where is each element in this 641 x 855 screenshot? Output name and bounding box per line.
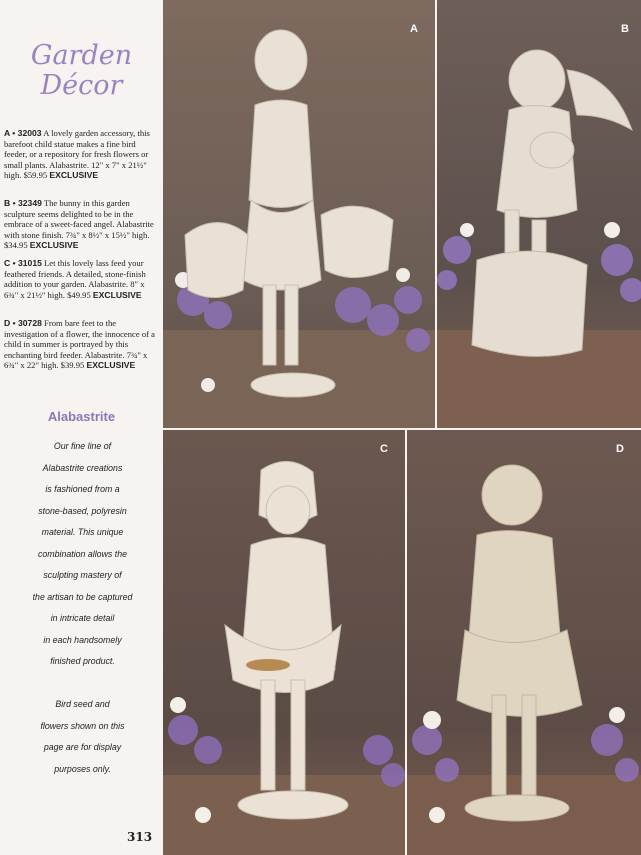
- product-b: [4, 198, 156, 251]
- heading-decor: Décor: [40, 70, 123, 101]
- product-desc: Let this lovely lass feed your feathered friends. A detailed, stone-finish addition to your garden. Alabastrite. 8" x 6¾" x 21½" high. $49.95: [4, 258, 146, 300]
- alabastrite-blurb: [10, 436, 155, 780]
- photo-c: [163, 430, 405, 855]
- page-number: 313: [127, 830, 153, 844]
- heading-garden: Garden: [30, 40, 133, 71]
- product-desc: From bare feet to the investigation of a flower, the innocence of a child in summer is portrayed by this enchanting bird feeder. Alabastrite. 7¾" x 6¾" x 22" high. $39.95: [4, 318, 155, 371]
- product-c: [4, 258, 156, 300]
- photo-d: [407, 430, 641, 855]
- photo-label-a: A: [410, 23, 418, 35]
- photo-b: [437, 0, 641, 428]
- product-code: B • 32349: [4, 198, 42, 208]
- photo-label-d: D: [616, 443, 624, 455]
- photo-label-b: B: [621, 23, 629, 35]
- product-desc: The bunny in this garden sculpture seems delighted to be in the embrace of a sweet-faced angel. Alabastrite with stone finish. 7¾" x 8½" x 15½" high. $34.95: [4, 198, 154, 251]
- product-tag: EXCLUSIVE: [49, 170, 99, 181]
- photo-a: [163, 0, 435, 428]
- statue-d-image: [407, 430, 641, 855]
- section-title: Alabastrite: [47, 409, 116, 424]
- product-tag: EXCLUSIVE: [92, 289, 142, 300]
- blurb-line: page are for display: [43, 742, 122, 752]
- product-a: [4, 128, 156, 181]
- statue-c-image: [163, 430, 405, 855]
- blurb-line: the artisan to be captured: [32, 591, 133, 602]
- blurb-line: sculpting mastery of: [43, 570, 122, 580]
- blurb-line: material. This unique: [41, 527, 124, 537]
- blurb-line: Our fine line of: [53, 441, 112, 451]
- blurb-line: [10, 673, 155, 695]
- product-d: [4, 318, 156, 371]
- product-tag: EXCLUSIVE: [29, 240, 79, 251]
- statue-b-image: [437, 0, 641, 428]
- blurb-line: in intricate detail: [50, 613, 115, 623]
- blurb-line: purposes only.: [54, 763, 111, 774]
- blurb-line: in each handsomely: [43, 634, 122, 645]
- statue-a-image: [163, 0, 435, 428]
- product-code: C • 31015: [4, 258, 42, 268]
- blurb-line: finished product.: [50, 656, 115, 666]
- product-tag: EXCLUSIVE: [86, 360, 136, 371]
- blurb-line: stone-based, polyresin: [38, 505, 127, 516]
- blurb-line: Bird seed and: [55, 699, 110, 709]
- text-column: [0, 0, 163, 855]
- product-code: A • 32003: [4, 128, 42, 138]
- blurb-line: Alabastrite creations: [42, 462, 123, 473]
- photo-label-c: C: [380, 443, 388, 455]
- product-code: D • 30728: [4, 318, 42, 328]
- blurb-line: is fashioned from a: [45, 484, 120, 494]
- blurb-line: combination allows the: [38, 548, 127, 559]
- blurb-line: flowers shown on this: [40, 720, 125, 731]
- product-desc: A lovely garden accessory, this barefoot child statue makes a fine bird feeder, or a repository for fresh flowers or small plants. Alabastrite. 12" x 7" x 21½" high. $59.95: [4, 128, 150, 181]
